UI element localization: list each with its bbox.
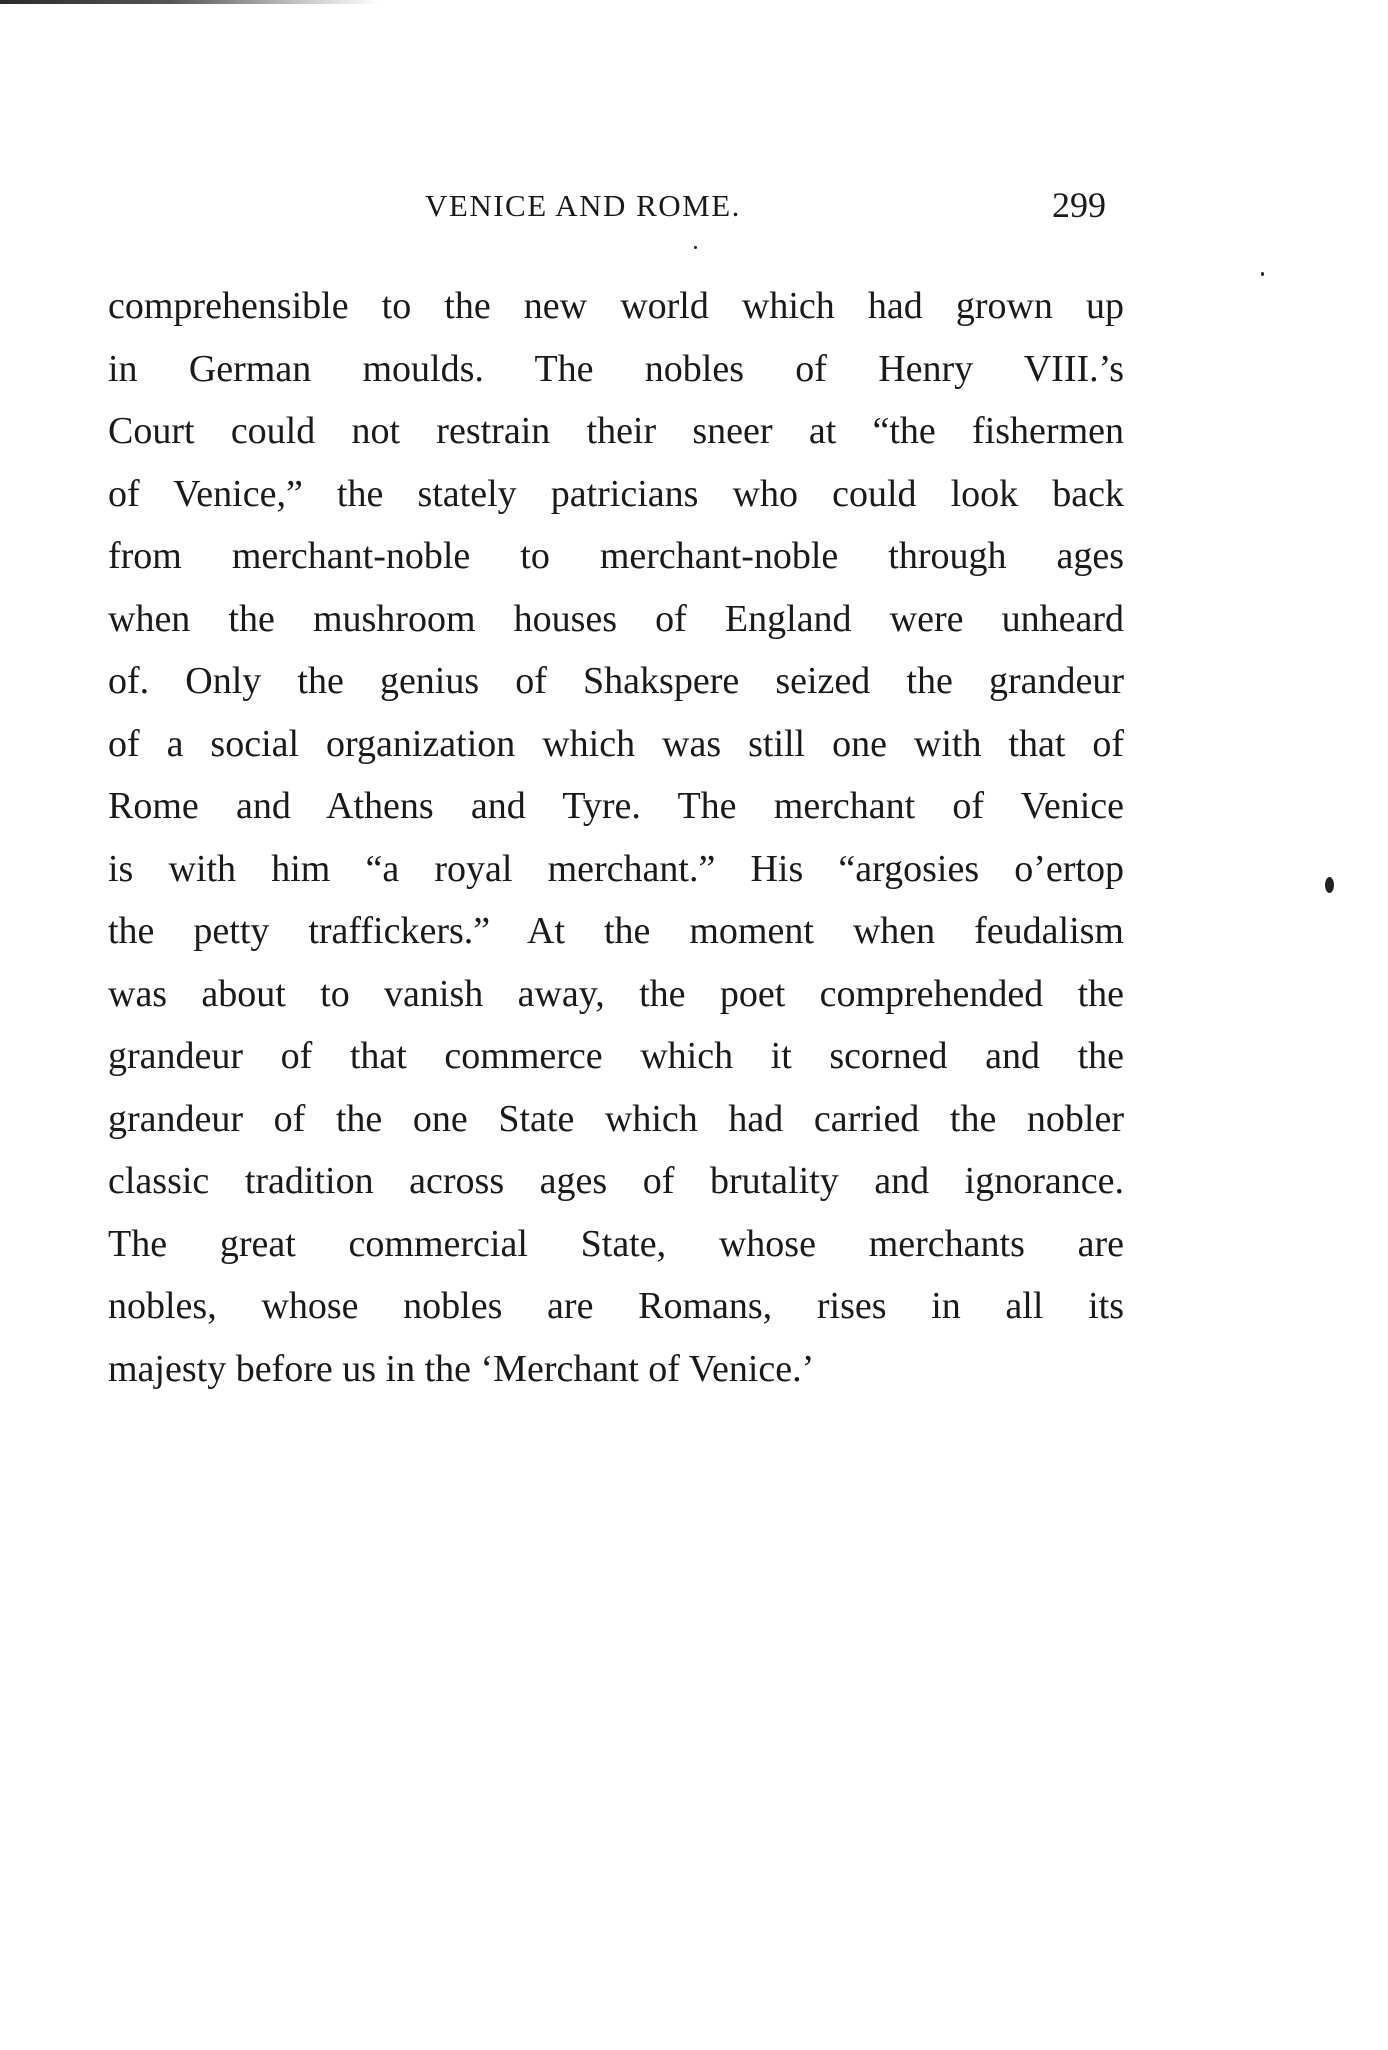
scan-edge-shadow	[0, 0, 380, 4]
text-line: Court could not restrain their sneer at “the fishermen	[108, 410, 1124, 452]
text-line: of Venice,” the stately patricians who could look back	[108, 472, 1124, 515]
text-line: Rome and Athens and Tyre. The merchant of Venice	[108, 785, 1124, 827]
running-title: VENICE AND ROME.	[425, 188, 741, 223]
text-line: from merchant-noble to merchant-noble through ages	[108, 535, 1124, 577]
running-header	[0, 185, 1388, 238]
text-line: classic tradition across ages of brutality and ignorance.	[108, 1160, 1124, 1202]
text-line: of a social organization which was still one with that of	[108, 722, 1124, 765]
ink-speck	[1261, 272, 1264, 276]
text-line: comprehensible to the new world which had grown up	[108, 285, 1124, 327]
text-line: grandeur of the one State which had carried the nobler	[108, 1097, 1124, 1140]
ink-speck	[1325, 877, 1334, 893]
text-line: is with him “a royal merchant.” His “argosies o’ertop	[108, 847, 1124, 890]
text-line: in German moulds. The nobles of Henry VIII.’s	[108, 347, 1124, 390]
text-line: was about to vanish away, the poet comprehended the	[108, 972, 1124, 1015]
text-line: of. Only the genius of Shakspere seized the grandeur	[108, 660, 1124, 702]
page-number: 299	[1052, 185, 1106, 225]
text-line: grandeur of that commerce which it scorned and the	[108, 1035, 1124, 1077]
body-paragraph	[108, 275, 1124, 1400]
text-line: the petty traffickers.” At the moment when feudalism	[108, 910, 1124, 952]
text-line: majesty before us in the ‘Merchant of Venice.’	[108, 1347, 815, 1390]
text-line: The great commercial State, whose merchants are	[108, 1222, 1124, 1265]
text-line: when the mushroom houses of England were unheard	[108, 597, 1124, 640]
text-line: nobles, whose nobles are Romans, rises in all its	[108, 1285, 1124, 1327]
ink-speck	[694, 246, 697, 249]
